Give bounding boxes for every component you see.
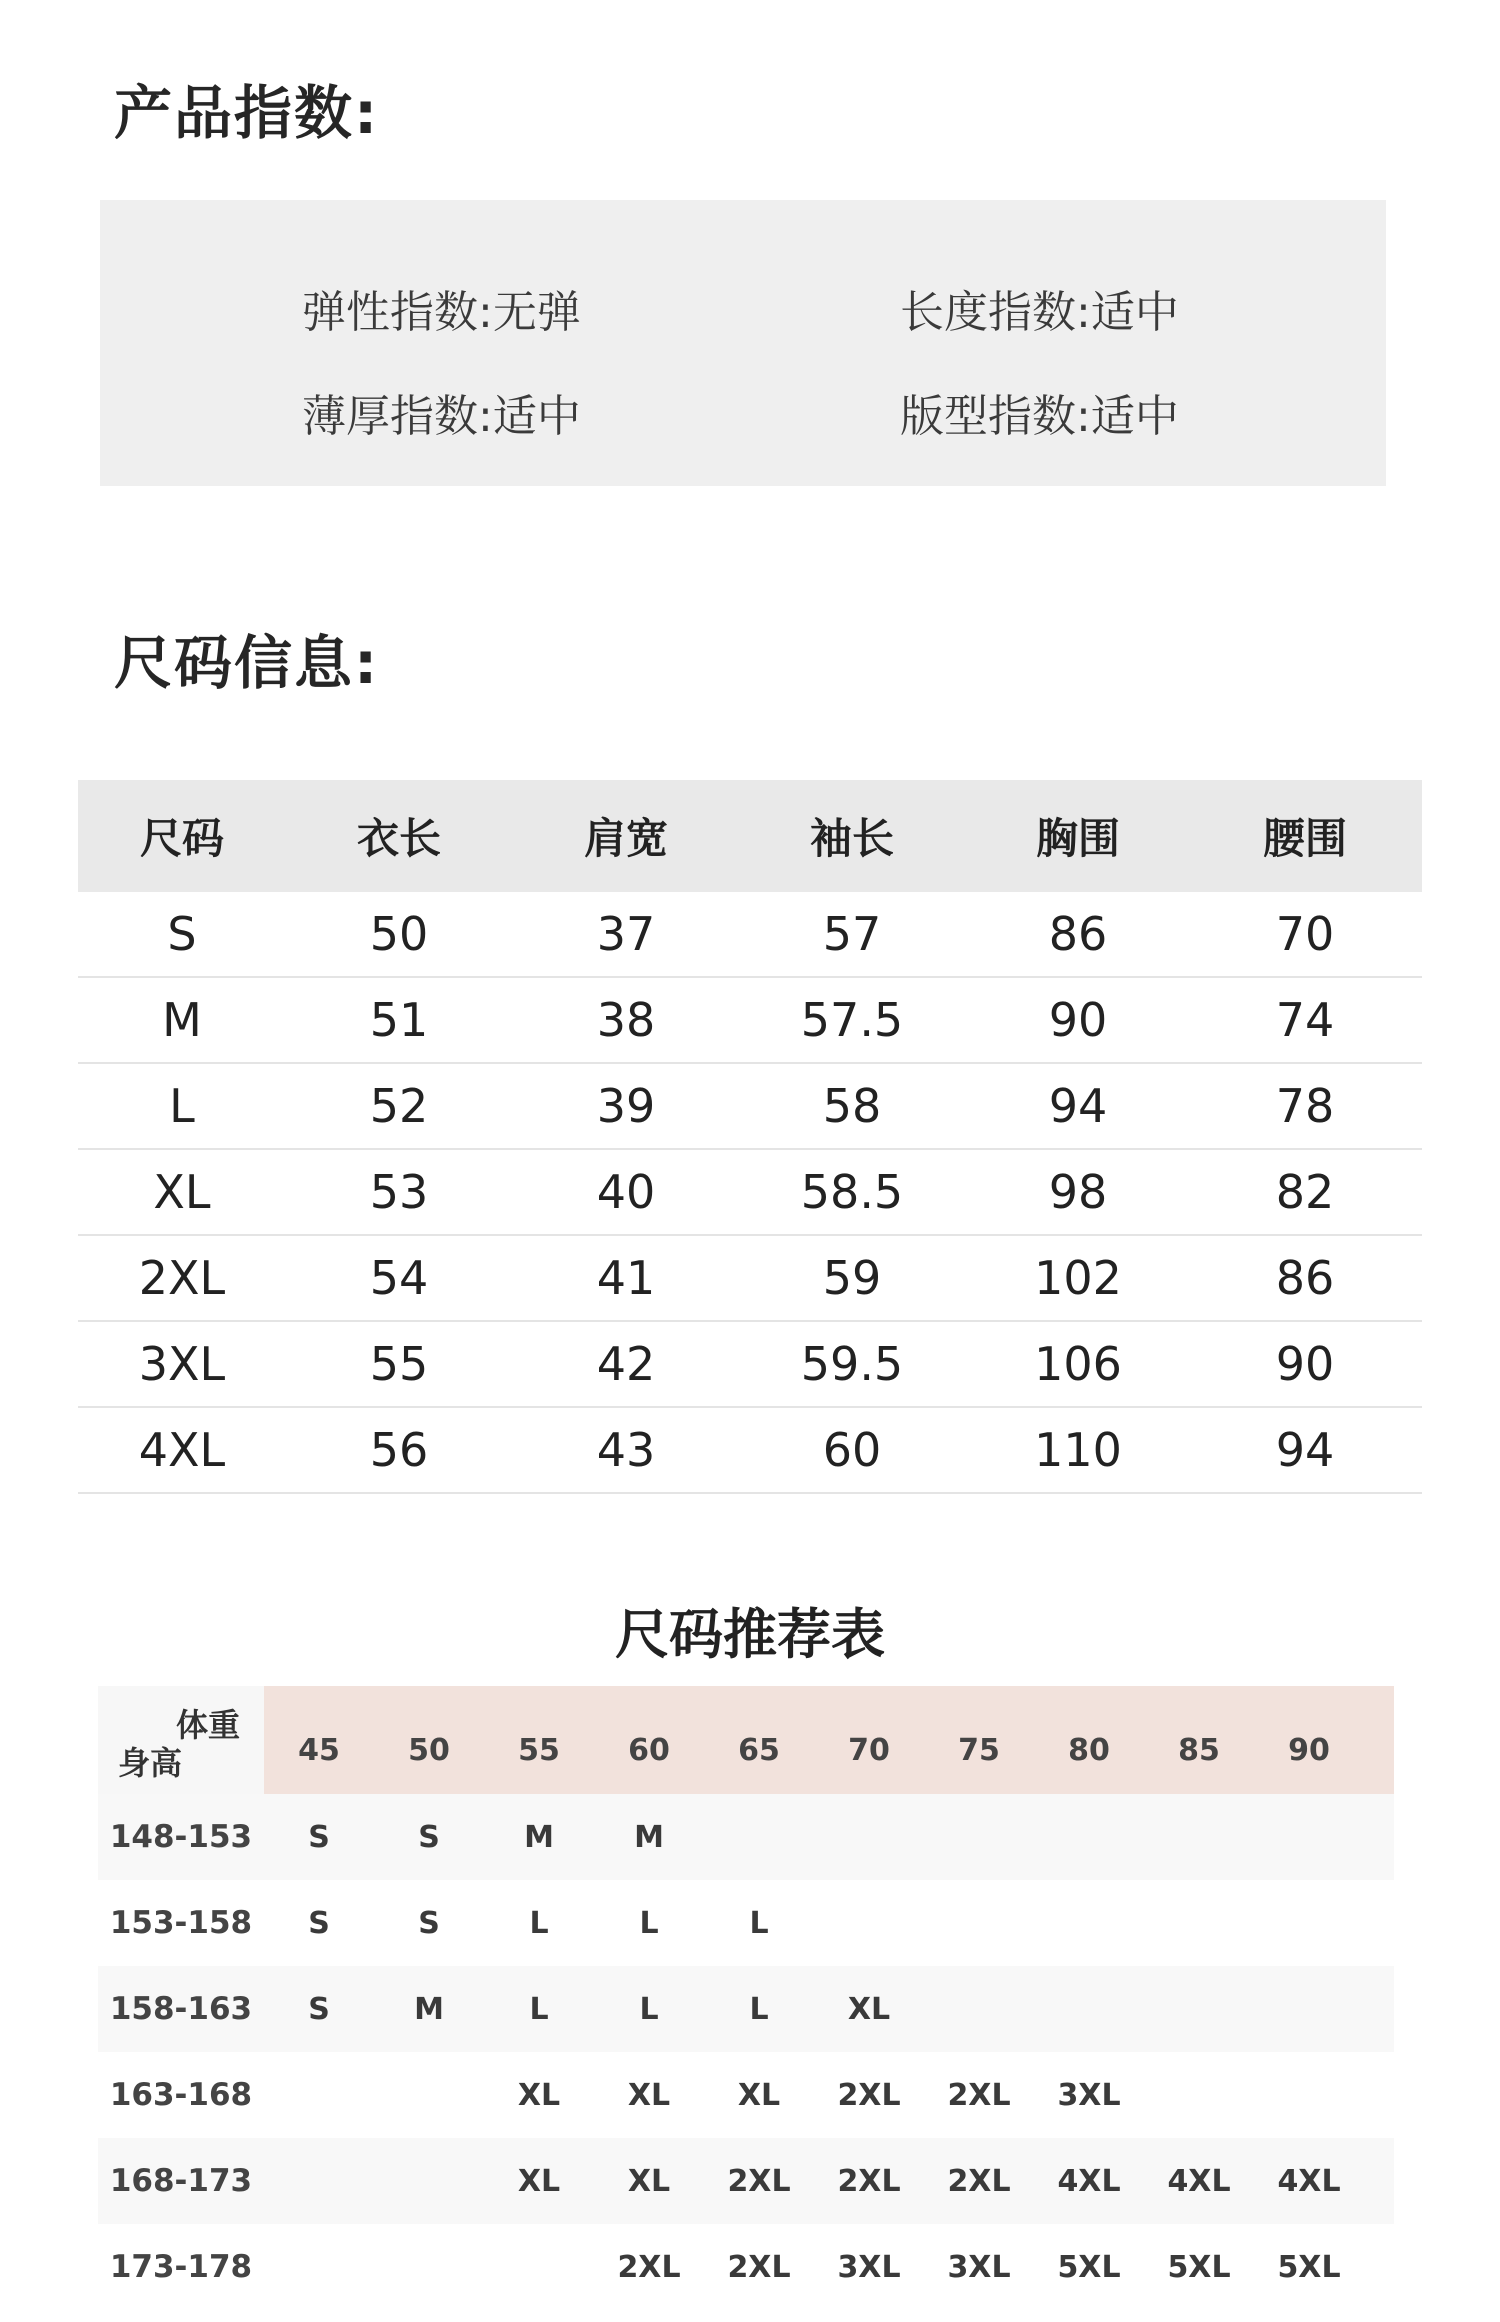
size-recommendation-table (98, 1686, 1394, 2310)
table-cell: 4XL (138, 1423, 226, 1477)
table-row (98, 2052, 1394, 2138)
table-row (78, 1408, 1422, 1494)
weight-header-cell: 55 (518, 1732, 560, 1768)
table-cell: 56 (369, 1423, 429, 1477)
weight-header-cell: 60 (628, 1732, 670, 1768)
recommended-size-cell: S (308, 1991, 330, 2027)
table-cell: 90 (1275, 1337, 1335, 1391)
table-cell: 57.5 (800, 993, 904, 1047)
table-cell: 106 (1034, 1337, 1122, 1391)
recommended-size-cell: M (414, 1991, 444, 2027)
table-cell: 42 (596, 1337, 656, 1391)
table-cell: 59 (822, 1251, 882, 1305)
weight-header-cell: 90 (1288, 1732, 1330, 1768)
header-waist: 腰围 (1262, 814, 1347, 863)
weight-header-cell: 85 (1178, 1732, 1220, 1768)
height-range-cell: 173-178 (109, 2249, 253, 2285)
table-cell: M (162, 993, 202, 1047)
table-cell: 60 (822, 1423, 882, 1477)
height-range-cell: 158-163 (109, 1991, 253, 2027)
table-cell: 58 (822, 1079, 882, 1133)
table-cell: 58.5 (800, 1165, 904, 1219)
table-cell: XL (153, 1165, 211, 1219)
table-cell: 55 (369, 1337, 429, 1391)
recommended-size-cell: L (639, 1905, 659, 1941)
product-index-title: 产品指数: (114, 79, 380, 147)
recommended-size-cell: 2XL (837, 2163, 901, 2199)
table-cell: 2XL (138, 1251, 226, 1305)
height-range-cell: 148-153 (109, 1819, 253, 1855)
fit-index: 版型指数:适中 (900, 391, 1179, 442)
length-index: 长度指数:适中 (900, 287, 1179, 338)
header-chest: 胸围 (1035, 814, 1120, 863)
recommended-size-cell: S (308, 1905, 330, 1941)
table-cell: 50 (369, 907, 429, 961)
table-row (98, 1794, 1394, 1880)
table-cell: 51 (369, 993, 429, 1047)
recommended-size-cell: S (418, 1819, 440, 1855)
recommended-size-cell: 2XL (947, 2163, 1011, 2199)
table-row (98, 2224, 1394, 2310)
size-table-header (78, 780, 1422, 892)
weight-header-cell: 65 (738, 1732, 780, 1768)
height-range-cell: 153-158 (109, 1905, 253, 1941)
size-info-table (78, 780, 1422, 1494)
recommended-size-cell: 2XL (727, 2163, 791, 2199)
recommended-size-cell: XL (627, 2163, 671, 2199)
recommendation-header (98, 1686, 1394, 1794)
header-length: 衣长 (356, 814, 441, 863)
table-row (78, 1150, 1422, 1236)
recommended-size-cell: 2XL (617, 2249, 681, 2285)
recommended-size-cell: L (639, 1991, 659, 2027)
weight-label: 体重 (175, 1706, 240, 1744)
recommended-size-cell: S (308, 1819, 330, 1855)
recommended-size-cell: 2XL (947, 2077, 1011, 2113)
recommended-size-cell: 5XL (1057, 2249, 1121, 2285)
table-cell: 94 (1275, 1423, 1335, 1477)
table-cell: 37 (596, 907, 656, 961)
table-cell: 3XL (138, 1337, 226, 1391)
table-row (78, 978, 1422, 1064)
table-cell: 40 (596, 1165, 656, 1219)
size-table-body (78, 892, 1422, 1494)
header-size: 尺码 (139, 814, 224, 863)
table-row (98, 1966, 1394, 2052)
product-index-box (100, 200, 1386, 486)
weight-header-cell: 50 (408, 1732, 450, 1768)
recommended-size-cell: 3XL (837, 2249, 901, 2285)
recommended-size-cell: 4XL (1167, 2163, 1231, 2199)
recommended-size-cell: XL (737, 2077, 781, 2113)
recommended-size-cell: 3XL (1057, 2077, 1121, 2113)
table-row (78, 1322, 1422, 1408)
recommended-size-cell: 4XL (1277, 2163, 1341, 2199)
weight-header-cell: 80 (1068, 1732, 1110, 1768)
recommended-size-cell: L (749, 1991, 769, 2027)
recommended-size-cell: L (529, 1905, 549, 1941)
header-sleeve: 袖长 (809, 814, 894, 863)
table-cell: 90 (1048, 993, 1108, 1047)
elasticity-index: 弹性指数:无弹 (302, 287, 581, 338)
recommended-size-cell: 5XL (1167, 2249, 1231, 2285)
recommended-size-cell: XL (517, 2077, 561, 2113)
recommended-size-cell: S (418, 1905, 440, 1941)
recommended-size-cell: XL (627, 2077, 671, 2113)
table-cell: 41 (596, 1251, 656, 1305)
size-info-title: 尺码信息: (114, 629, 380, 697)
table-cell: S (167, 907, 197, 961)
table-row (98, 1880, 1394, 1966)
recommended-size-cell: L (529, 1991, 549, 2027)
recommended-size-cell: XL (517, 2163, 561, 2199)
recommendation-body (98, 1794, 1394, 2310)
table-cell: 43 (596, 1423, 656, 1477)
recommended-size-cell: L (749, 1905, 769, 1941)
weight-header-cell: 45 (298, 1732, 340, 1768)
table-cell: 110 (1034, 1423, 1122, 1477)
table-cell: 98 (1048, 1165, 1108, 1219)
table-cell: 78 (1275, 1079, 1335, 1133)
table-cell: 102 (1034, 1251, 1122, 1305)
size-recommendation-title: 尺码推荐表 (615, 1603, 885, 1666)
table-cell: 94 (1048, 1079, 1108, 1133)
corner-cell (98, 1686, 264, 1794)
table-cell: 59.5 (800, 1337, 904, 1391)
height-range-cell: 163-168 (109, 2077, 253, 2113)
table-cell: 86 (1048, 907, 1108, 961)
recommended-size-cell: M (634, 1819, 664, 1855)
table-row (78, 892, 1422, 978)
thickness-index: 薄厚指数:适中 (302, 391, 581, 442)
table-cell: 39 (596, 1079, 656, 1133)
table-cell: 52 (369, 1079, 429, 1133)
recommended-size-cell: 3XL (947, 2249, 1011, 2285)
table-cell: 57 (822, 907, 882, 961)
table-cell: 53 (369, 1165, 429, 1219)
height-label: 身高 (118, 1744, 183, 1782)
recommended-size-cell: 4XL (1057, 2163, 1121, 2199)
weight-header-cell: 75 (958, 1732, 1000, 1768)
table-row (98, 2138, 1394, 2224)
weight-header-row (264, 1686, 1394, 1794)
header-shoulder: 肩宽 (583, 814, 668, 863)
recommended-size-cell: M (524, 1819, 554, 1855)
table-row (78, 1236, 1422, 1322)
table-cell: 38 (596, 993, 656, 1047)
table-cell: 70 (1275, 907, 1335, 961)
table-cell: 54 (369, 1251, 429, 1305)
recommended-size-cell: 2XL (727, 2249, 791, 2285)
height-range-cell: 168-173 (109, 2163, 253, 2199)
recommended-size-cell: 2XL (837, 2077, 901, 2113)
table-row (78, 1064, 1422, 1150)
table-cell: 74 (1275, 993, 1335, 1047)
table-cell: 86 (1275, 1251, 1335, 1305)
recommended-size-cell: 5XL (1277, 2249, 1341, 2285)
weight-header-cell: 70 (848, 1732, 890, 1768)
recommended-size-cell: XL (847, 1991, 891, 2027)
table-cell: L (169, 1079, 195, 1133)
table-cell: 82 (1275, 1165, 1335, 1219)
